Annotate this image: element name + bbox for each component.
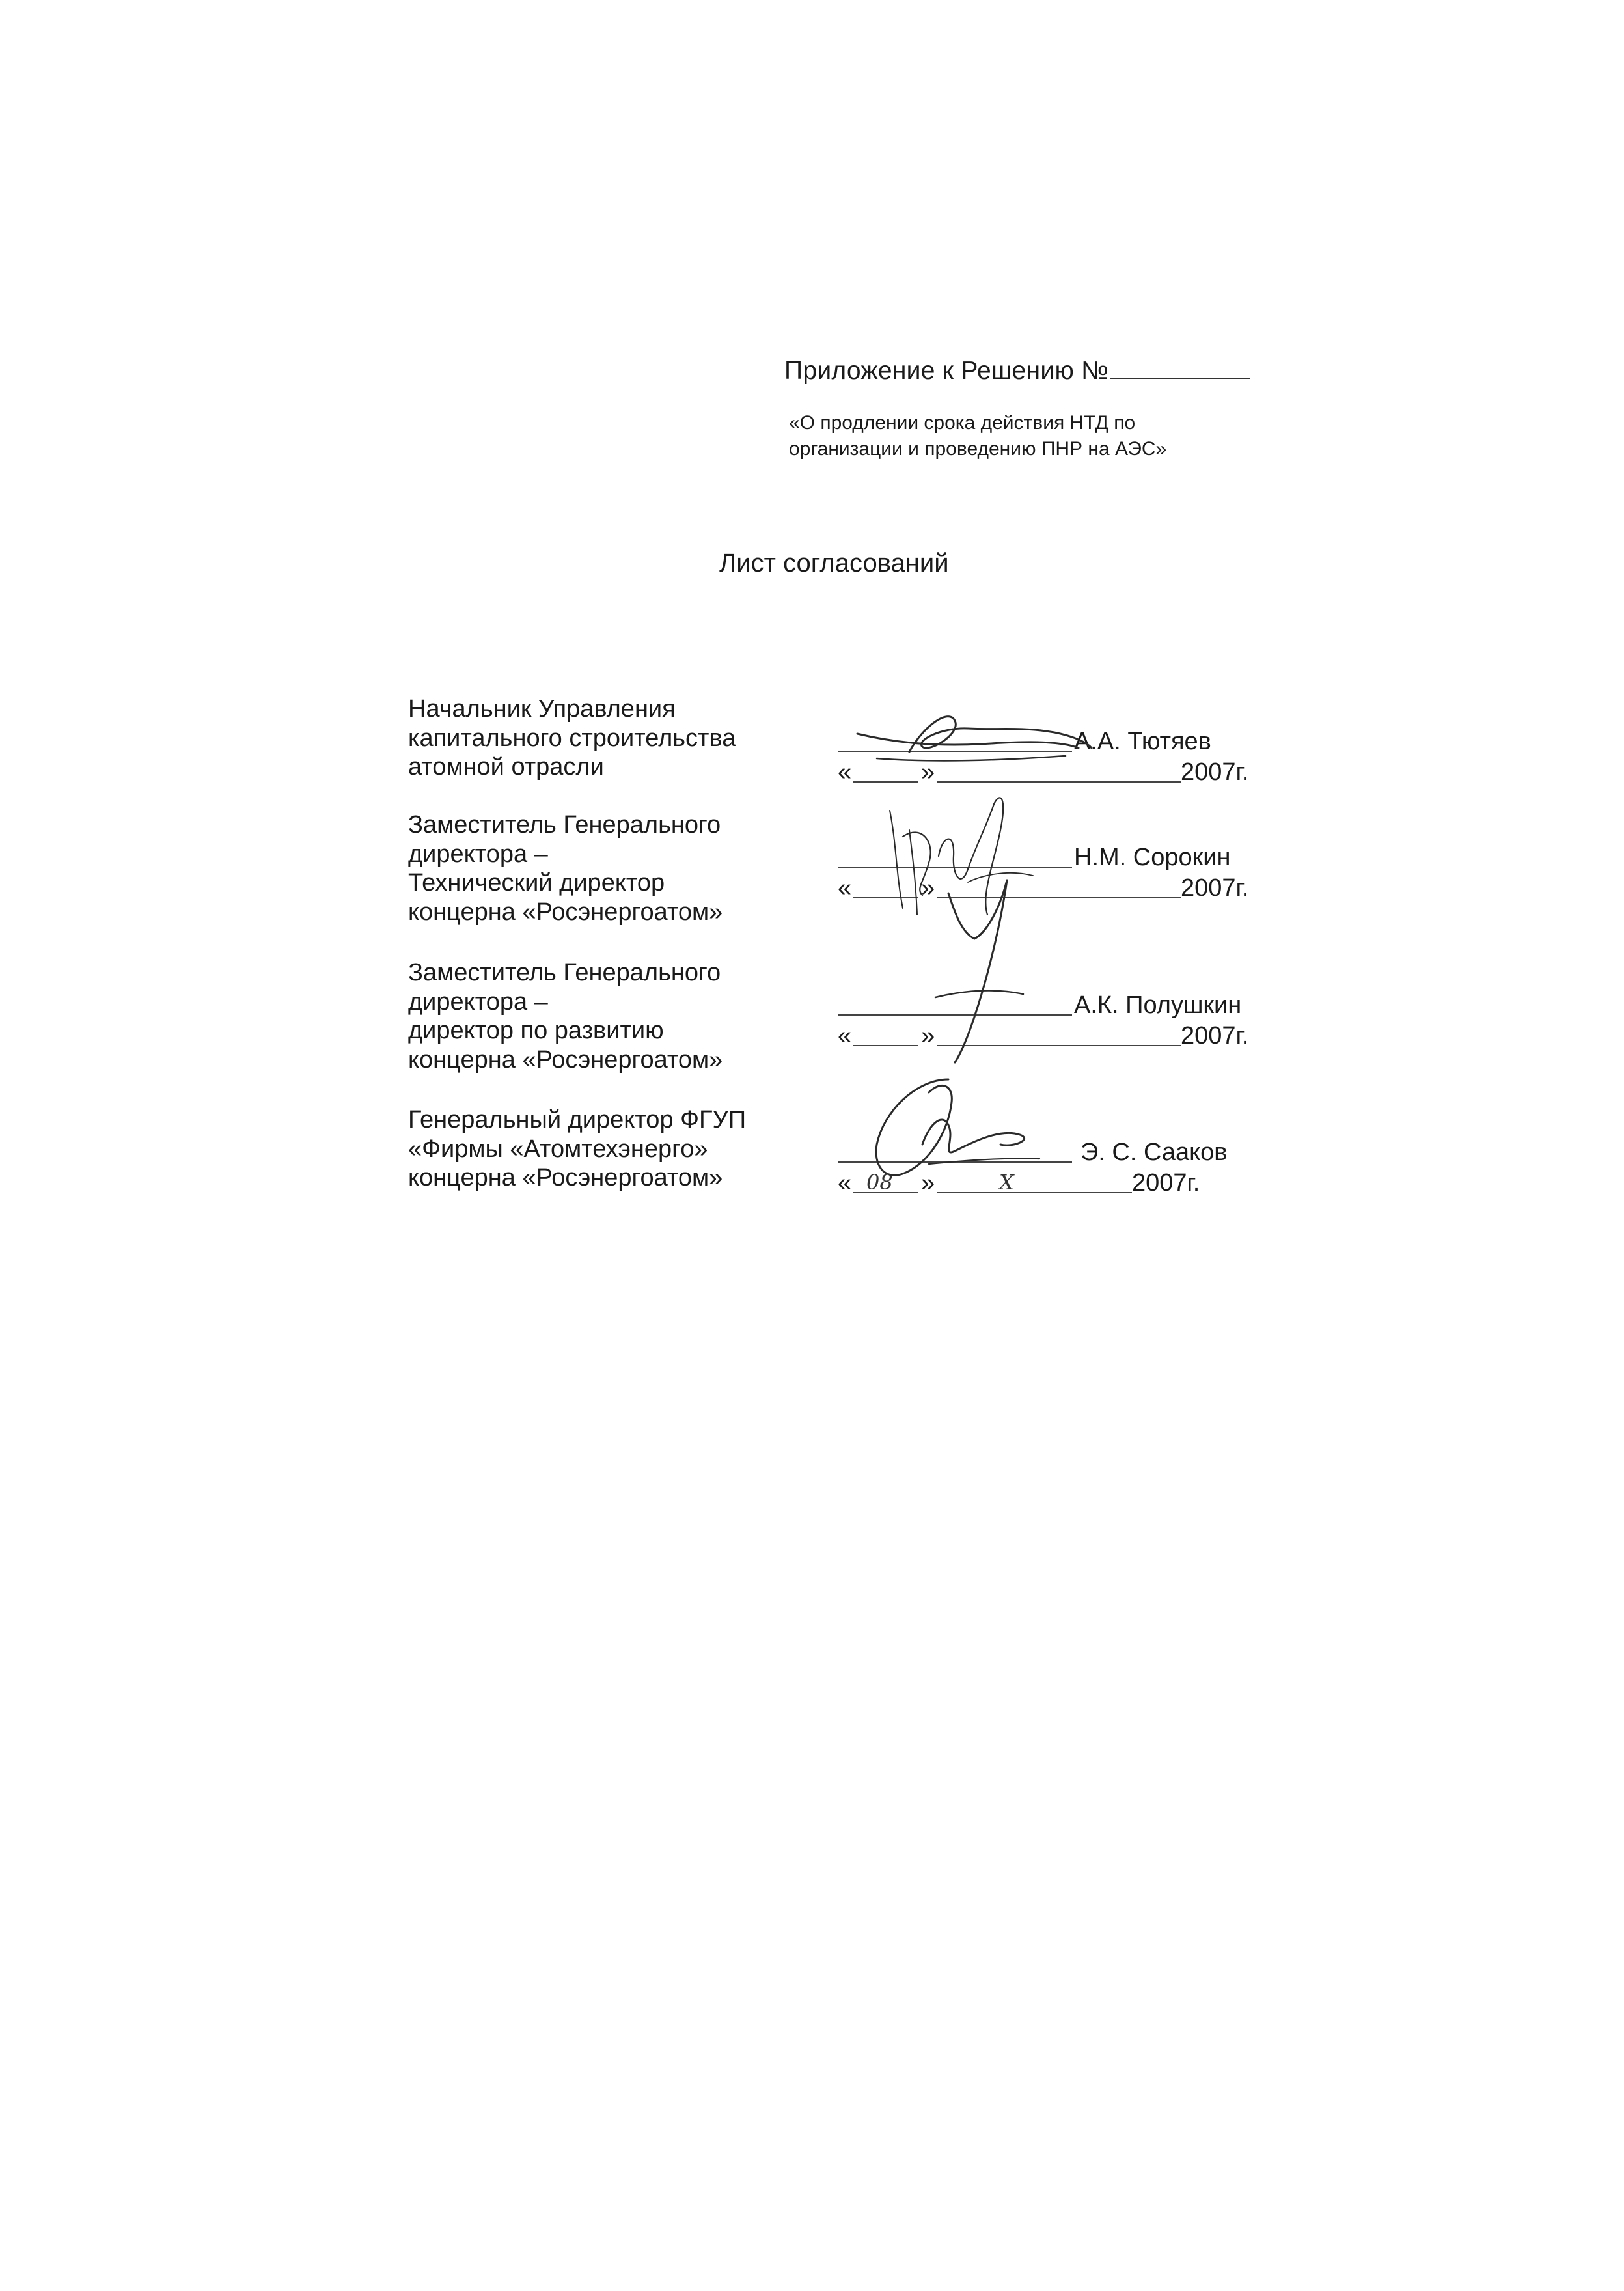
appendix-subject xyxy=(789,410,1166,462)
approver-4-month: X xyxy=(999,1170,1014,1195)
approver-2-date-close-quote: » xyxy=(921,874,935,902)
approver-3-position-line-1: Заместитель Генерального xyxy=(408,959,721,986)
approver-1-month-rule xyxy=(937,781,1181,783)
approver-1-position-line-2: капитального строительства xyxy=(408,724,736,752)
approver-1-date-close-quote: » xyxy=(921,758,935,786)
approver-2-date-open-quote: « xyxy=(838,874,852,902)
approver-4-signature-rule xyxy=(838,1161,1072,1163)
appendix-title xyxy=(784,357,1250,385)
approver-2-position-line-3: Технический директор xyxy=(408,869,665,896)
approver-4-date-close-quote: » xyxy=(921,1169,935,1197)
appendix-title-text: Приложение к Решению № xyxy=(784,357,1109,385)
approver-1-day-rule xyxy=(853,781,918,783)
approver-3-month-rule xyxy=(937,1045,1181,1046)
approver-4-day: 08 xyxy=(866,1170,893,1195)
approver-2-month-rule xyxy=(937,897,1181,898)
decision-number-blank xyxy=(1110,377,1250,379)
approver-3-position-line-3: директор по развитию xyxy=(408,1017,664,1044)
approver-1-position-line-3: атомной отрасли xyxy=(408,753,604,781)
approver-2-position-line-4: концерна «Росэнергоатом» xyxy=(408,898,723,926)
approver-3-signature-rule xyxy=(838,1014,1072,1016)
approver-3-name: А.К. Полушкин xyxy=(1074,992,1242,1019)
approver-1-date-line xyxy=(838,757,1274,786)
approver-3-signature-line xyxy=(838,990,1274,1020)
approver-3-position xyxy=(408,958,786,1074)
approver-4-position-line-1: Генеральный директор ФГУП xyxy=(408,1106,747,1133)
approver-1-year: 2007г. xyxy=(1181,758,1249,786)
approver-2-signature-line xyxy=(838,842,1274,872)
approver-1-name: А.А. Тютяев xyxy=(1074,728,1211,755)
approver-2-name: Н.М. Сорокин xyxy=(1074,844,1231,871)
approver-2-day-rule xyxy=(853,897,918,898)
approver-4-position-line-2: «Фирмы «Атомтехэнерго» xyxy=(408,1135,708,1163)
approver-4-name: Э. С. Сааков xyxy=(1080,1139,1228,1166)
approver-3-day-rule xyxy=(853,1045,918,1046)
approver-3-date-close-quote: » xyxy=(921,1022,935,1049)
approver-1-signature-line xyxy=(838,726,1274,756)
approver-1-position xyxy=(408,695,786,782)
approver-4-date-open-quote: « xyxy=(838,1169,852,1197)
approver-1-date-open-quote: « xyxy=(838,758,852,786)
approver-4-signature-line xyxy=(838,1137,1274,1167)
appendix-subject-line-2: организации и проведению ПНР на АЭС» xyxy=(789,438,1167,460)
appendix-subject-line-1: «О продлении срока действия НТД по xyxy=(789,412,1136,434)
approver-2-position-line-2: директора – xyxy=(408,840,548,868)
approver-2-year: 2007г. xyxy=(1181,874,1249,902)
approver-4-date-line xyxy=(838,1167,1274,1197)
approver-3-position-line-4: концерна «Росэнергоатом» xyxy=(408,1046,723,1074)
approver-3-year: 2007г. xyxy=(1181,1022,1249,1049)
approver-4-year: 2007г. xyxy=(1132,1169,1200,1197)
approver-1-position-line-1: Начальник Управления xyxy=(408,695,676,723)
approver-3-date-line xyxy=(838,1020,1274,1050)
approver-4-position xyxy=(408,1105,786,1193)
approver-3-date-open-quote: « xyxy=(838,1022,852,1049)
approver-3-position-line-2: директора – xyxy=(408,988,548,1016)
approver-2-signature-rule xyxy=(838,867,1072,868)
approver-4-position-line-3: концерна «Росэнергоатом» xyxy=(408,1164,723,1191)
approver-2-position xyxy=(408,811,786,926)
approver-4-month-rule xyxy=(937,1192,1132,1193)
sheet-title: Лист согласований xyxy=(719,549,949,577)
approver-1-signature-rule xyxy=(838,751,1072,752)
approver-2-date-line xyxy=(838,872,1274,902)
approver-2-position-line-1: Заместитель Генерального xyxy=(408,811,721,839)
